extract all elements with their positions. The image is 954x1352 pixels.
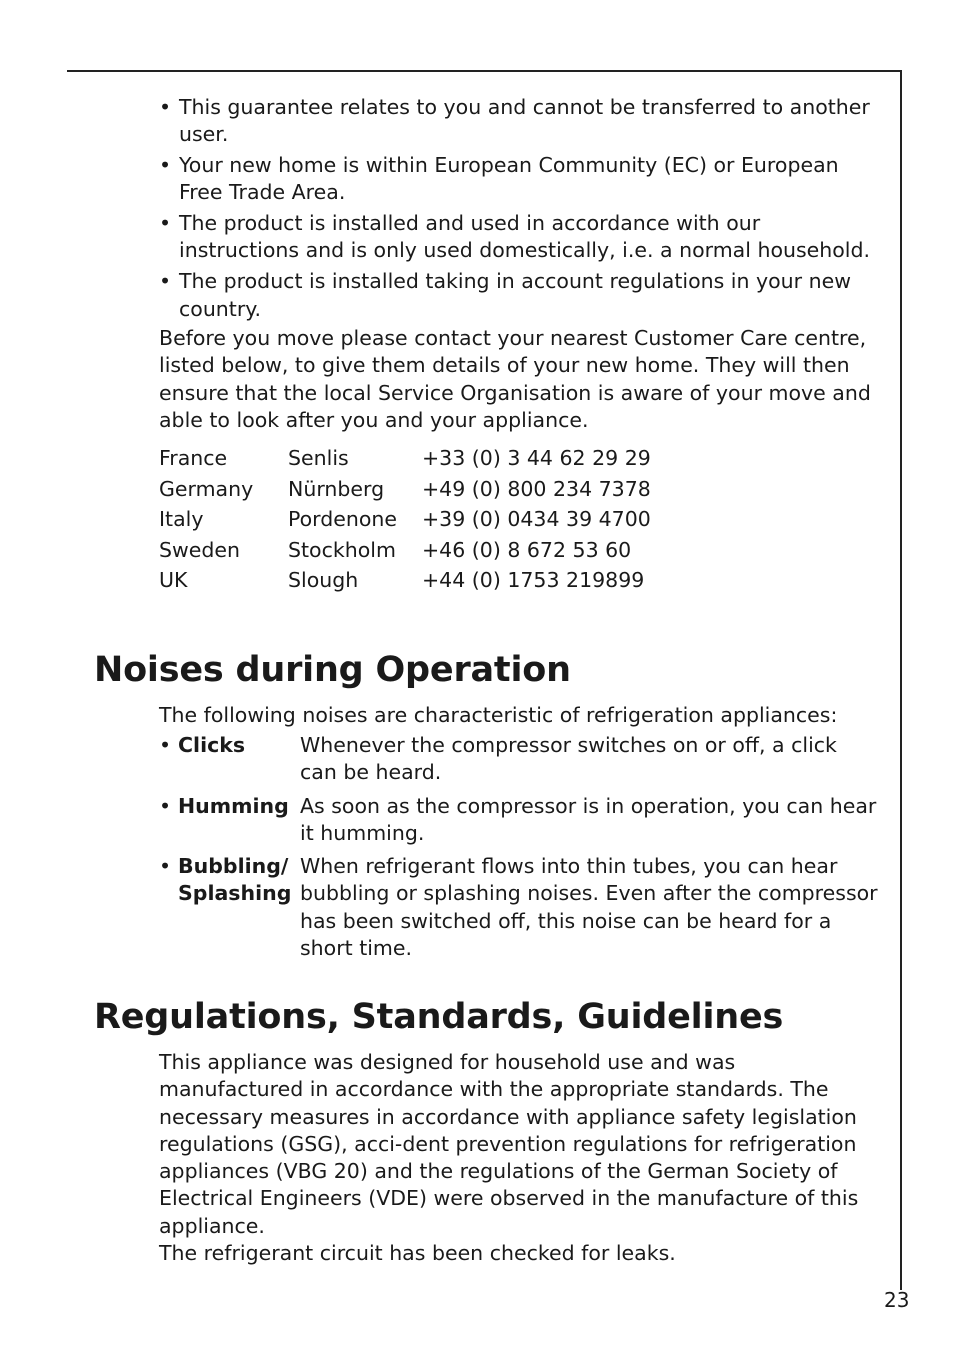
noise-term	[159, 853, 300, 962]
table-row	[159, 568, 651, 599]
country-cell: France	[159, 446, 228, 470]
list-item-text: This guarantee relates to you and cannot be transferred to another user.	[179, 95, 870, 147]
phone-cell: +39 (0) 0434 39 4700	[422, 507, 651, 531]
bullet-icon: •	[159, 733, 172, 757]
regulations-text	[159, 1049, 879, 1267]
phone-cell: +33 (0) 3 44 62 29 29	[422, 446, 651, 470]
noises-intro: The following noises are characteristic of refrigeration appliances:	[159, 703, 838, 727]
phone-cell: +46 (0) 8 672 53 60	[422, 537, 632, 562]
country-cell: UK	[159, 568, 188, 592]
bullet-icon: •	[159, 269, 172, 294]
country-cell: Italy	[159, 507, 204, 531]
country-cell: Germany	[159, 476, 254, 501]
table-row	[159, 477, 651, 508]
city-cell: Pordenone	[288, 507, 398, 531]
leak-check-note: The refrigerant circuit has been checked for leaks.	[159, 1241, 676, 1266]
bullet-icon: •	[159, 793, 172, 818]
country-cell: Sweden	[159, 537, 241, 562]
list-item	[159, 732, 879, 787]
customer-care-table	[159, 446, 651, 599]
right-rule	[900, 70, 902, 1290]
list-item	[159, 268, 879, 323]
list-item	[159, 853, 879, 962]
noise-term	[159, 793, 300, 848]
noise-term	[159, 732, 300, 787]
list-item	[159, 94, 879, 149]
noise-description: Whenever the compressor switches on or off, a click can be heard.	[300, 733, 837, 785]
city-cell: Senlis	[288, 446, 349, 470]
phone-cell: +44 (0) 1753 219899	[422, 568, 645, 592]
noises-heading: Noises during Operation	[94, 650, 571, 690]
bullet-icon: •	[159, 153, 172, 178]
top-rule	[67, 70, 902, 72]
noise-description: When refrigerant flows into thin tubes, you can hear bubbling or splashing noises. Even after the compressor has been switched off, this noise can be heard for a short time.	[300, 854, 878, 961]
list-item	[159, 210, 879, 265]
regulations-paragraph: This appliance was designed for household use and was manufactured in accordance with the appropriate standards. The necessary measures in accordance with appliance safety legislation regulations (GSG), acci-dent prevention regulations for refrigeration appliances (VBG 20) and the regulations of the German Society of Electrical Engineers (VDE) were observed in the manufacture of this appliance.	[159, 1050, 859, 1238]
bullet-icon: •	[159, 854, 172, 879]
list-item-text: The product is installed taking in account regulations in your new country.	[179, 269, 851, 321]
noise-term-label: Bubbling/ Splashing	[178, 854, 292, 906]
list-item-text: The product is installed and used in accordance with our instructions and is only used domestically, i.e. a normal household.	[179, 211, 871, 263]
list-item-text: Your new home is within European Community (EC) or European Free Trade Area.	[179, 153, 839, 205]
city-cell: Stockholm	[288, 537, 396, 562]
noise-term-label: Humming	[178, 793, 289, 818]
table-row	[159, 538, 651, 569]
list-item	[159, 152, 879, 207]
phone-cell: +49 (0) 800 234 7378	[422, 476, 651, 501]
guarantee-conditions-list	[159, 94, 879, 326]
table-row	[159, 507, 651, 538]
bullet-icon: •	[159, 211, 172, 236]
noises-list	[159, 732, 879, 968]
move-paragraph: Before you move please contact your nearest Customer Care centre, listed below, to give them details of your new home. They will then ensure that the local Service Organisation is aware of your move and able to look after you and your appliance.	[159, 326, 871, 432]
city-cell: Slough	[288, 568, 359, 592]
noise-description: As soon as the compressor is in operation, you can hear it humming.	[300, 793, 877, 845]
table-row	[159, 446, 651, 477]
list-item	[159, 793, 879, 848]
regulations-heading: Regulations, Standards, Guidelines	[94, 997, 784, 1037]
noise-term-label: Clicks	[178, 733, 246, 757]
bullet-icon: •	[159, 95, 172, 119]
city-cell: Nürnberg	[288, 476, 385, 501]
page-number: 23	[884, 1288, 910, 1312]
